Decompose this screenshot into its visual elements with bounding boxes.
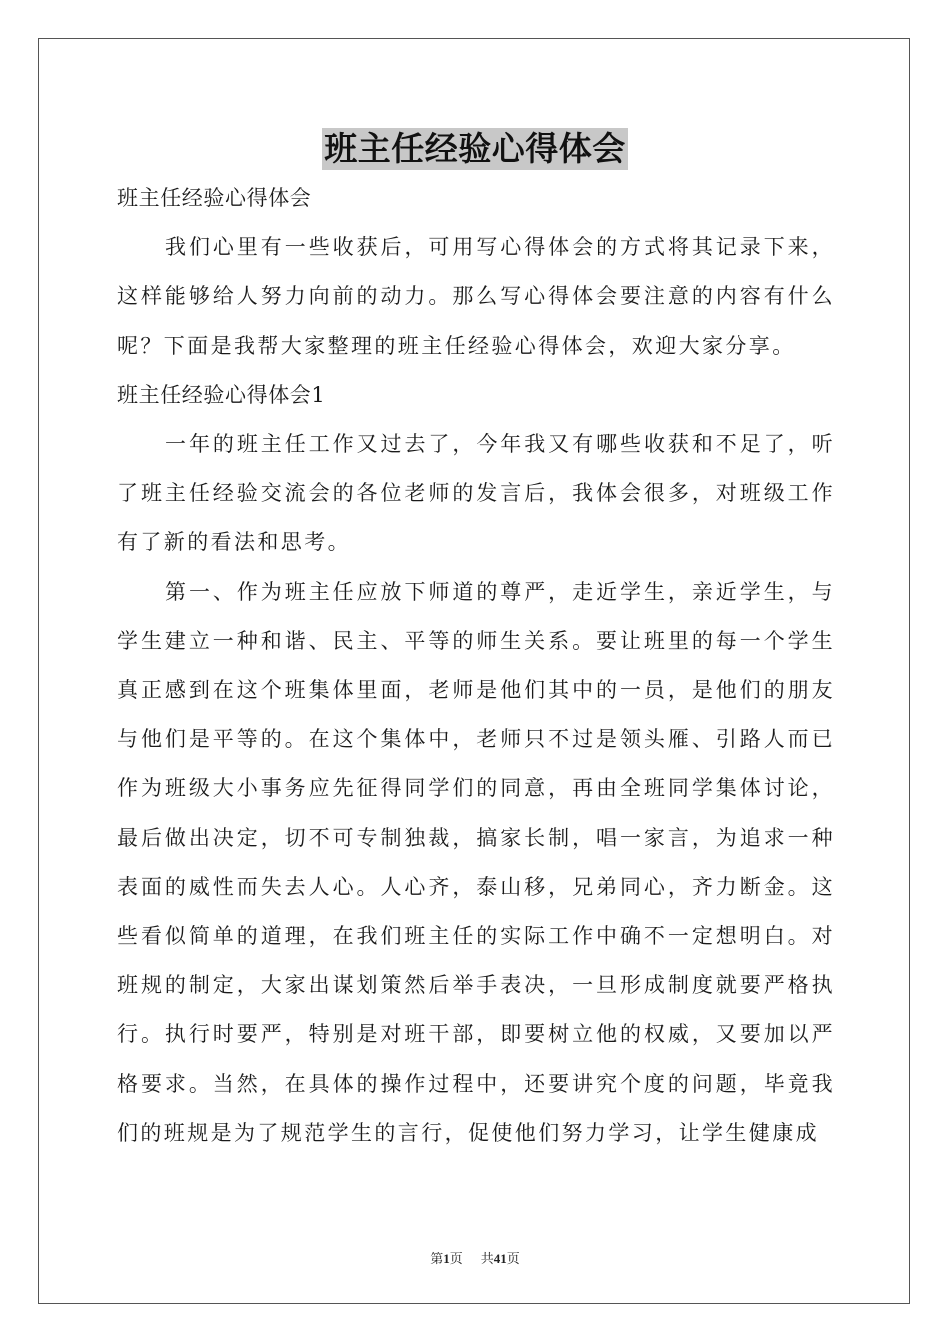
section-heading: 班主任经验心得体会1	[117, 382, 326, 407]
total-suffix: 页	[506, 1251, 520, 1266]
current-page-number: 1	[443, 1251, 450, 1266]
page-footer	[0, 1248, 950, 1267]
document-body	[117, 174, 835, 1158]
body-paragraph: 第一、作为班主任应放下师道的尊严，走近学生，亲近学生，与学生建立一种和谐、民主、平等的师生关系。要让班里的每一个学生真正感到在这个班集体里面，老师是他们其中的一员，是他们的朋友与他们是平等的。在这个集体中，老师只不过是领头雁、引路人而已作为班级大小事务应先征得同学们的同意，再由全班同学集体讨论，最后做出决定，切不可专制独裁，搞家长制，唱一家言，为追求一种表面的威性而失去人心。人心齐，泰山移，兄弟同心，齐力断金。这些看似简单的道理，在我们班主任的实际工作中确不一定想明白。对班规的制定，大家出谋划策然后举手表决，一旦形成制度就要严格执行。执行时要严，特别是对班干部，即要树立他的权威，又要加以严格要求。当然，在具体的操作过程中，还要讲究个度的问题，毕竟我们的班规是为了规范学生的言行，促使他们努力学习，让学生健康成	[117, 579, 835, 1145]
subtitle-line: 班主任经验心得体会	[117, 186, 312, 210]
total-prefix: 共	[480, 1251, 494, 1266]
document-title: 班主任经验心得体会	[324, 129, 626, 168]
intro-paragraph: 我们心里有一些收获后，可用写心得体会的方式将其记录下来，这样能够给人努力向前的动力。那么写心得体会要注意的内容有什么呢？下面是我帮大家整理的班主任经验心得体会，欢迎大家分享。	[117, 235, 835, 358]
page-suffix: 页	[449, 1251, 463, 1266]
title-area	[0, 128, 950, 170]
body-paragraph: 一年的班主任工作又过去了，今年我又有哪些收获和不足了，听了班主任经验交流会的各位老师的发言后，我体会很多，对班级工作有了新的看法和思考。	[117, 432, 835, 555]
page-prefix: 第	[430, 1251, 444, 1266]
total-page-count: 41	[493, 1251, 507, 1266]
